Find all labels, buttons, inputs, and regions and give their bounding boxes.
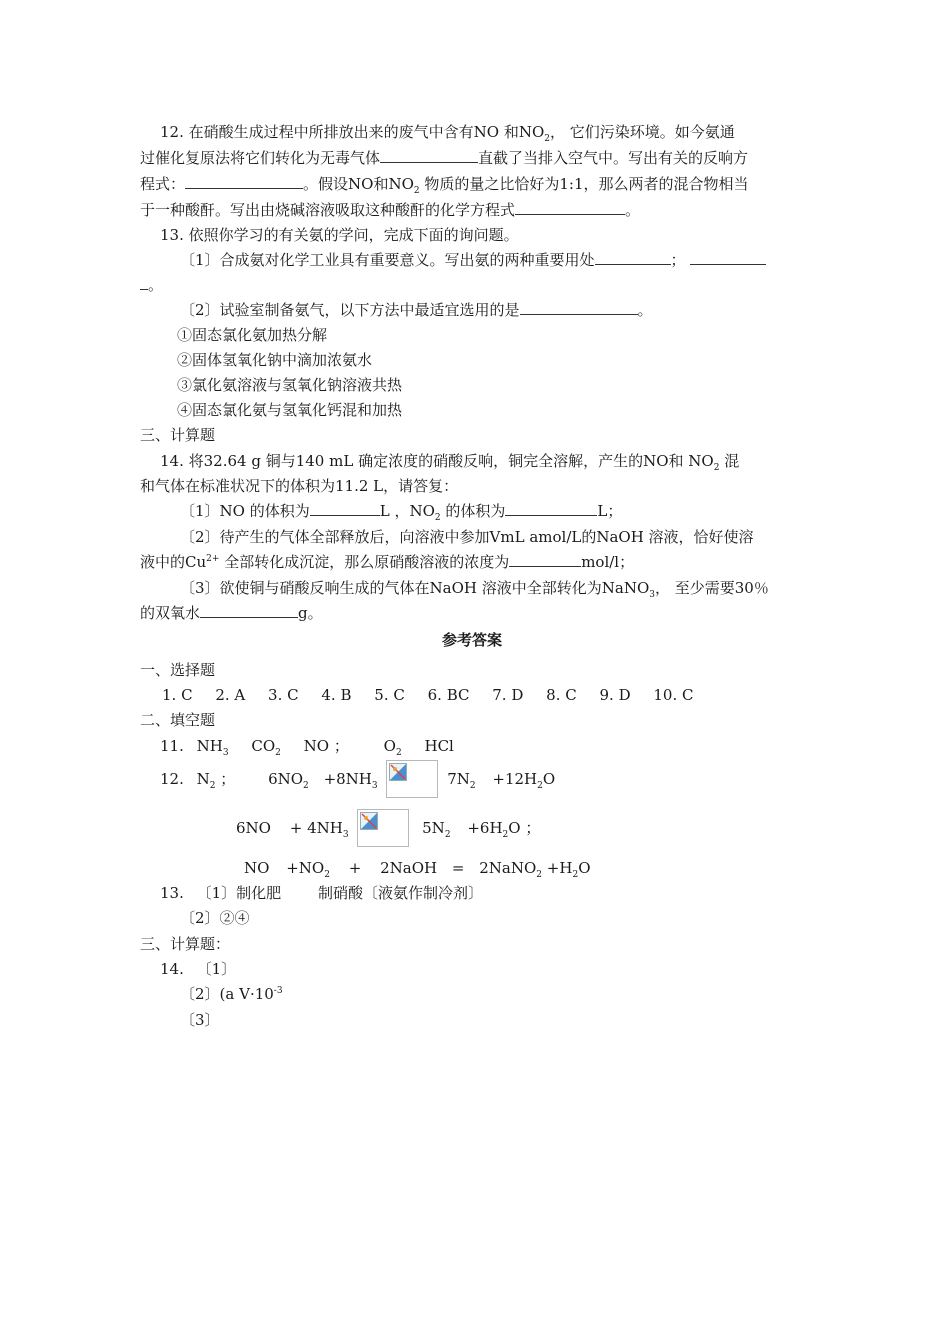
q13-option: ②固体氢氧化钠中滴加浓氨水 [177, 351, 373, 369]
q14-text: 〔3〕欲使铜与硝酸反响生成的气体在NaOH 溶液中全部转化为NaNO [180, 579, 650, 597]
q14-part3-cont [140, 603, 323, 623]
q12-text: 在硝酸生成过程中所排放出来的废气中含有NO 和NO [188, 123, 545, 141]
answer-blank[interactable] [140, 275, 148, 290]
subscript: 2 [434, 513, 441, 523]
answer-14-part2 [180, 984, 283, 1004]
q14-text: ， 至少需要30％ [655, 579, 769, 597]
subscript: 2 [572, 870, 579, 880]
answer-text: +8NH [323, 770, 372, 788]
answer-text: 制硝酸〔液氨作制冷剂〕 [317, 884, 483, 902]
answer-text: 6NO [268, 770, 304, 788]
answer-12-eq1 [160, 760, 555, 798]
superscript: 2+ [206, 554, 220, 564]
q13-text: ； [670, 251, 686, 269]
q14-part2: 〔2〕待产生的气体全部释放后，向溶液中参加VmL amol/L的NaOH 溶液，恰好使溶 [180, 528, 754, 546]
answer-text: 5N [422, 819, 445, 837]
q14-text: L； [597, 502, 623, 520]
q14-text: 混 [719, 452, 740, 470]
q14-text: 全部转化成沉淀，那么原硝酸溶液的浓度为 [219, 553, 510, 571]
q12-text: 过催化复原法将它们转化为无毒气体 [140, 149, 381, 167]
q13-part2 [180, 300, 653, 320]
subscript: 2 [395, 748, 402, 758]
q13-option: ③氯化氨溶液与氢氧化钠溶液共热 [177, 376, 403, 394]
choice-answer: 3. C [268, 686, 299, 704]
q14-text: mol/l； [581, 553, 635, 571]
q14-text: 液中的Cu [140, 553, 207, 571]
answer-text: O [578, 859, 591, 877]
subscript: 2 [502, 830, 509, 840]
choice-answer: 2. A [215, 686, 246, 704]
section-title: 三、计算题： [140, 935, 231, 953]
q13-intro [160, 225, 519, 245]
q12-text: 。假设NO和NO [303, 175, 414, 193]
q12-text: 于一种酸酐。写出由烧碱溶液吸取这种酸酐的化学方程式 [140, 201, 516, 219]
q13-text: 依照你学习的有关氨的学问，完成下面的询问题。 [188, 226, 519, 244]
q13-part1-cont [140, 275, 163, 295]
answer-blank[interactable] [515, 200, 625, 215]
subscript: 3 [342, 830, 349, 840]
answer-blank[interactable] [310, 501, 380, 516]
answer-12-eq3 [244, 858, 591, 878]
answer-text: HCl [424, 737, 454, 755]
choice-answer: 6. BC [427, 686, 470, 704]
broken-image-icon [386, 760, 438, 798]
answer-number: 11. [160, 737, 184, 755]
answer-text: +6H [467, 819, 503, 837]
choice-answer: 5. C [374, 686, 405, 704]
answer-text: O [542, 770, 556, 788]
answer-text: + 4NH [289, 819, 343, 837]
superscript: -3 [273, 986, 283, 996]
q12-line3 [140, 174, 749, 194]
broken-image-icon [357, 809, 409, 847]
section-title: 二、填空题 [140, 711, 216, 729]
subscript: 2 [303, 781, 309, 791]
q14-text: 〔1〕NO 的体积为 [180, 502, 310, 520]
subscript: 3 [222, 748, 229, 758]
answer-number: 12. [160, 770, 184, 788]
subscript: 2 [536, 870, 543, 880]
answer-13-part2: 〔2〕②④ [180, 909, 250, 927]
answer-blank[interactable] [690, 250, 766, 265]
answer-14 [160, 959, 236, 979]
answer-text: ； [220, 770, 236, 788]
answer-text: 2NaNO [479, 859, 537, 877]
answer-text: NO ； [303, 737, 349, 755]
choice-answer: 1. C [162, 686, 193, 704]
q14-line1 [160, 451, 739, 471]
answer-text: +NO [286, 859, 325, 877]
q13-text: 。 [637, 301, 653, 319]
choice-answer: 7. D [492, 686, 524, 704]
q13-text: 〔2〕试验室制备氨气，以下方法中最适宜选用的是 [180, 301, 520, 319]
answer-text: NO [244, 859, 270, 877]
answer-blank[interactable] [380, 148, 478, 163]
answers-title: 参考答案 [442, 631, 503, 649]
answer-text: CO [251, 737, 276, 755]
subscript: 2 [209, 781, 216, 791]
subscript: 3 [649, 590, 655, 600]
q14-text: L ，NO [379, 502, 435, 520]
q13-text: 〔1〕合成氨对化学工业具有重要意义。写出氨的两种重要用处 [180, 251, 595, 269]
choice-answer: 8. C [546, 686, 577, 704]
q13-part1 [180, 250, 766, 270]
subscript: 2 [275, 748, 281, 758]
answer-text: 2NaOH [380, 859, 438, 877]
section-title: 三、计算题 [140, 426, 216, 444]
q14-part3 [180, 578, 769, 598]
q14-text: 的体积为 [440, 502, 506, 520]
answer-text: 〔2〕(a V·10 [180, 985, 274, 1003]
q12-text: 物质的量之比恰好为1:1，那么两者的混合物相当 [419, 175, 749, 193]
answer-text: 7N [447, 770, 470, 788]
answer-blank[interactable] [200, 603, 298, 618]
section-title: 一、选择题 [140, 661, 216, 679]
subscript: 2 [324, 870, 330, 880]
q12-text: 。 [625, 201, 641, 219]
answer-13 [160, 883, 483, 903]
q12-line2 [140, 148, 748, 168]
answer-text: +12H [492, 770, 538, 788]
answer-text: + [348, 859, 362, 877]
subscript: 2 [713, 463, 720, 473]
q14-part2-cont [140, 552, 634, 572]
subscript: 2 [537, 781, 543, 791]
q12-number: 12. [160, 123, 184, 141]
q14-text: 将32.64 g 铜与140 mL 确定浓度的硝酸反响，铜完全溶解，产生的NO和 NO [188, 452, 714, 470]
answer-number: 13. [160, 884, 184, 902]
q14-text: g。 [298, 604, 323, 622]
q12-text: ， 它们污染环境。如今氨通 [550, 123, 735, 141]
answer-text: NH [196, 737, 223, 755]
q12-line4 [140, 200, 640, 220]
answer-14-part3: 〔3〕 [180, 1011, 220, 1029]
choice-answer: 10. C [653, 686, 694, 704]
answer-text: 〔1〕 [196, 960, 237, 978]
answer-blank[interactable] [185, 174, 303, 189]
answer-12-eq2 [236, 809, 540, 847]
q14-text: 的双氧水 [140, 604, 201, 622]
q13-number: 13. [160, 226, 184, 244]
answer-blank[interactable] [520, 300, 638, 315]
answer-number: 14. [160, 960, 184, 978]
subscript: 2 [413, 186, 420, 196]
answer-text: +H [546, 859, 573, 877]
q12-text: 程式： [140, 175, 186, 193]
answer-text: = [451, 859, 465, 877]
answer-blank[interactable] [509, 552, 581, 567]
choice-answer: 9. D [599, 686, 631, 704]
answer-text: O ； [508, 819, 541, 837]
answer-blank[interactable] [505, 501, 597, 516]
q12-line1 [160, 122, 735, 142]
subscript: 2 [444, 830, 451, 840]
subscript: 2 [469, 781, 476, 791]
subscript: 2 [544, 134, 550, 144]
q14-part1 [180, 501, 622, 521]
answer-blank[interactable] [595, 250, 671, 265]
subscript: 3 [371, 781, 378, 791]
q13-text: 。 [148, 276, 164, 294]
q14-number: 14. [160, 452, 184, 470]
answer-11 [160, 736, 454, 756]
choice-answers [162, 685, 694, 705]
answer-text: 〔1〕制化肥 [196, 884, 282, 902]
q13-option: ①固态氯化氨加热分解 [177, 326, 328, 344]
q12-text: 直截了当排入空气中。写出有关的反响方 [478, 149, 749, 167]
answer-text: N [196, 770, 210, 788]
answer-text: O [383, 737, 396, 755]
answer-text: 6NO [236, 819, 271, 837]
q13-option: ④固态氯化氨与氢氧化钙混和加热 [177, 401, 403, 419]
choice-answer: 4. B [321, 686, 352, 704]
q14-line2: 和气体在标准状况下的体积为11.2 L，请答复： [140, 477, 459, 495]
